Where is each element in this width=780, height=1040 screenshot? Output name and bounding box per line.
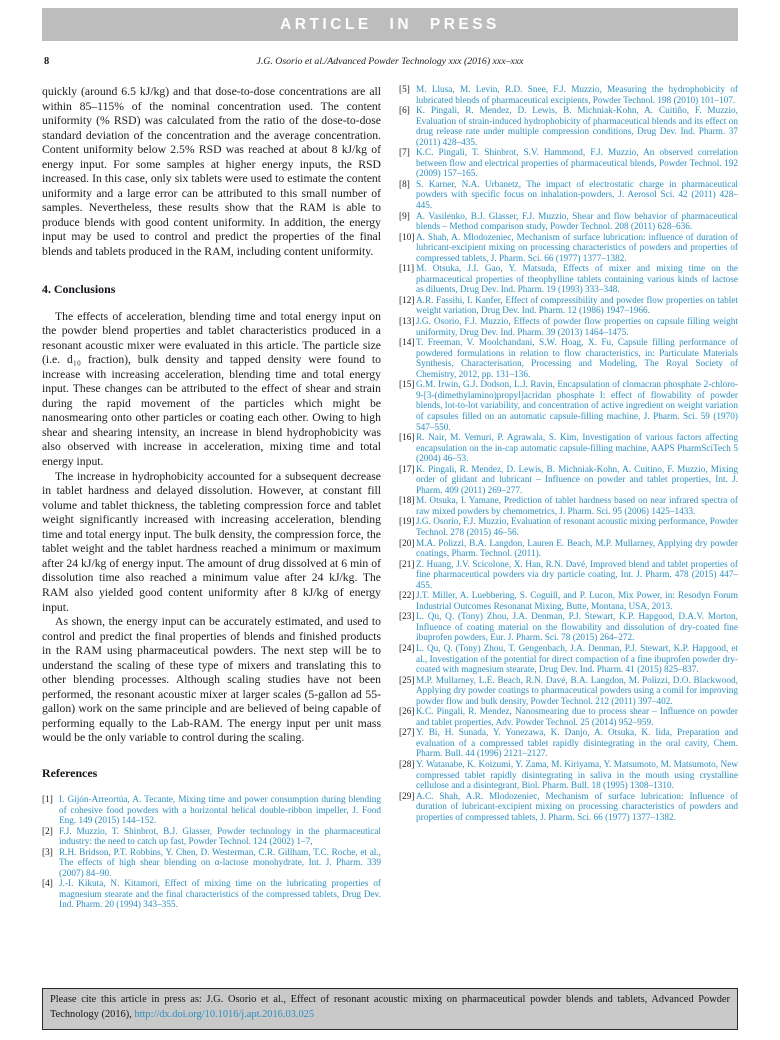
reference-number: [13] (399, 317, 415, 328)
reference-item (399, 539, 738, 560)
reference-text[interactable]: A.C. Shah, A.R. Mlodozeniec, Mechanism of surface lubrication: Influence of duration of lubricant-excipient mixing on processing characteristics of powders and properties of compressed tablets, J. Pharm. Sci. 66 (1977) 1377–1382. (416, 791, 738, 823)
reference-item (399, 180, 738, 212)
reference-text[interactable]: J.G. Osorio, F.J. Muzzio, Evaluation of resonant acoustic mixing performance, Powder Technol. 278 (2015) 46–56. (416, 517, 738, 538)
reference-item (399, 517, 738, 538)
reference-number: [22] (399, 591, 415, 602)
conclusions-paragraph: As shown, the energy input can be accurately estimated, and used to control and predict the final properties of blends and finished products in the RAM using pharmaceutical powders. The next step will be to understand the scaling of these type of mixers and translating this to other blending processes. Although scaling studies have not been performed, the resonant acoustic mixer at larger scales (5-gallon ad 55-gallon) work on the same principle and are believed of being capable of performing equally to the Lab-RAM. The energy input per unit mass would be the only variable to control during the scaling. (42, 615, 381, 745)
reference-text[interactable]: Y. Bi, H. Sunada, Y. Yonezawa, K. Danjo, A. Otsuka, K. Iida, Preparation and evaluation of a compressed tablet rapidly disintegrating in the oral cavity, Chem. Pharm. Bull. 44 (1996) 2121–2127. (416, 728, 738, 760)
reference-text[interactable]: J.-I. Kikuta, N. Kitamori, Effect of mixing time on the lubricating properties of magnesium stearate and the final characteristics of the compressed tablets, Drug Dev. Ind. Pharm. 20 (1994) 343–355. (59, 879, 381, 911)
reference-item (42, 848, 381, 880)
reference-number: [10] (399, 232, 415, 243)
reference-number: [25] (399, 675, 415, 686)
reference-item (399, 212, 738, 233)
reference-number: [17] (399, 464, 415, 475)
reference-text[interactable]: J.G. Osorio, F.J. Muzzio, Effects of powder flow properties on capsule filling weight uniformity, Drug Dev. Ind. Pharm. 39 (2013) 1464–1475. (416, 317, 738, 338)
reference-number: [20] (399, 538, 415, 549)
reference-number: [15] (399, 380, 415, 391)
reference-number: [6] (399, 106, 410, 117)
citation-text: Please cite this article in press as: J.G. Osorio et al., Effect of resonant acoustic mixing on pharmaceutical powder blends and tablets, Advanced Powder Technology (2016), (50, 994, 730, 1020)
reference-item (42, 879, 381, 911)
reference-item (399, 792, 738, 824)
conclusions-paragraph: The effects of acceleration, blending time and total energy input on the powder blend properties and tablet characteristics produced in a resonant acoustic mixer were evaluated in this article. The particle size (i.e. d₁₀ fraction), bulk density and tapped density were found to increase with increasing acceleration, blending time and total energy input. These changes can be attributed to the effect of shear and strain during the rapid movement of the particles which might be nanosmearing onto other particles or coating each other. Owing to high shear and shearing intensity, an increase in blend hydrophobicity was also observed with increase in acceleration, mixing time and total energy input. (42, 309, 381, 469)
reference-text[interactable]: L. Qu, Q. (Tony) Zhou, J.A. Denman, P.J. Stewart, K.P. Hapgood, D.A.V. Morton, Influence of coating material on the flowability and dissolution of dry-coated fine ibuprofen powders, Eur. J. Pharm. Sci. 78 (2015) 264–272. (416, 612, 738, 644)
reference-number: [8] (399, 179, 410, 190)
reference-number: [26] (399, 707, 415, 718)
reference-number: [9] (399, 211, 410, 222)
reference-item (399, 264, 738, 296)
references-heading: References (42, 765, 98, 780)
reference-item (399, 317, 738, 338)
reference-text[interactable]: K.C. Pingali, R. Mendez, Nanosmearing due to process shear – Influence on powder and tablet properties, Adv. Powder Technol. 25 (2014) 952–959. (416, 707, 738, 728)
reference-item (399, 296, 738, 317)
reference-item (399, 591, 738, 612)
running-head: J.G. Osorio et al./Advanced Powder Technology xxx (2016) xxx–xxx (256, 56, 524, 67)
reference-item (399, 644, 738, 676)
reference-number: [11] (399, 264, 415, 275)
reference-number: [19] (399, 517, 415, 528)
reference-text[interactable]: K.C. Pingali, T. Shinbrot, S.V. Hammond, F.J. Muzzio, An observed correlation between flow and electrical properties of pharmaceutical blends, Powder Technol. 192 (2009) 157–165. (416, 148, 738, 180)
reference-item (399, 760, 738, 792)
reference-text[interactable]: G.M. Irwin, G.J. Dodson, L.J. Ravin, Encapsulation of clomacran phosphate 2-chloro-9-[3-(dimethylamino)propyl]acridan phosphate I: effect of flowability of powder blends, lot-to-lot variability, and concentration of active ingredient on weight variation of capsules filled on an automatic capsule-filling machine, J. Pharm. Sci. 59 (1970) 547–550. (416, 380, 738, 433)
reference-number: [7] (399, 148, 410, 159)
reference-item (399, 106, 738, 148)
reference-number: [27] (399, 728, 415, 739)
article-in-press-banner: ARTICLE IN PRESS (42, 8, 738, 41)
reference-text[interactable]: A. Shah, A. Mlodozeniec, Mechanism of surface lubrication: influence of duration of lubricant-excipient mixing on processing characteristics of powders and properties of compressed tablets, J. Pharm. Sci. 66 (1977) 1377–1382. (416, 232, 738, 264)
reference-text[interactable]: I. Gijón-Arreortúa, A. Tecante, Mixing time and power consumption during blending of cohesive food powders with a horizontal helical double-ribbon impeller, J. Food Eng. 149 (2015) 144–152. (59, 794, 381, 827)
reference-text[interactable]: F.J. Muzzio, T. Shinbrot, B.J. Glasser, Powder technology in the pharmaceutical industry: the need to catch up fast, Powder Technol. 124 (2002) 1–7, (59, 826, 381, 848)
reference-text[interactable]: R.H. Bridson, P.T. Robbins, Y. Chen, D. Westerman, C.R. Gillham, T.C. Roche, et al., The effects of high shear blending on α-lactose monohydrate, Int. J. Pharm. 339 (2007) 84–90. (59, 847, 381, 879)
conclusions-paragraph: The increase in hydrophobicity accounted for a subsequent decrease in tablet hardness and delayed dissolution. However, at constant fill volume and tablet thickness, the tableting compression force and tablet weight significantly increased with increasing acceleration, blending time and total energy input. The bulk density, the compression force, the tablet weight and the tablet hardness reached a minimum or maximum after 24 kJ/kg of energy input. The amount of drug dissolved at 6 min of dissolution time also reached a minimum value after 24 kJ/kg. The RAM also yielded good content uniformity after 8 kJ/kg of energy input. (42, 469, 381, 614)
reference-number: [21] (399, 559, 415, 570)
reference-text[interactable]: K. Pingali, R. Mendez, D. Lewis, B. Michniak-Kohn, A. Cuitino, F. Muzzio, Mixing order of glidant and lubricant – Influence on powder and tablet properties, Int. J. Pharm. 409 (2011) 269–277. (416, 464, 738, 496)
reference-item (399, 85, 738, 106)
reference-number: [14] (399, 338, 415, 349)
reference-item (399, 433, 738, 465)
reference-text[interactable]: L. Qu, Q. (Tony) Zhou, T. Gengenbach, J.A. Denman, P.J. Stewart, K.P. Hapgood, et al., Investigation of the potential for direct compaction of a fine ibuprofen powder dry-coated with magnesium stearate, Drug Dev. Ind. Pharm. 41 (2015) 825–837. (416, 643, 738, 676)
reference-number: [12] (399, 295, 415, 306)
citation-box (42, 988, 738, 1030)
reference-text[interactable]: M. Otsuka, J.I. Gao, Y. Matsuda, Effects of mixer and mixing time on the pharmaceutical properties of theophylline tablets containing various kinds of lactose as diluents, Drug Dev. Ind. Pharm. 19 (1993) 333–348. (416, 264, 738, 296)
reference-item (399, 380, 738, 433)
reference-item (399, 496, 738, 517)
reference-number: [3] (42, 847, 53, 858)
reference-text[interactable]: Y. Watanabe, K. Koizumi, Y. Zama, M. Kiriyama, Y. Matsumoto, M. Matsumoto, New compressed tablet rapidly disintegrating in saliva in the mouth using crystalline cellulose and a disintegrant, Biol. Pharm. Bull. 18 (1995) 1308–1310. (416, 760, 738, 792)
section-heading-conclusions: 4. Conclusions (42, 281, 116, 296)
reference-text[interactable]: A. Vasilenko, B.J. Glasser, F.J. Muzzio, Shear and flow behavior of pharmaceutical blends – Method comparison study, Powder Technol. 208 (2011) 628–636. (416, 211, 738, 233)
reference-number: [1] (42, 794, 53, 805)
reference-item (399, 612, 738, 644)
reference-item (399, 148, 738, 180)
reference-item (399, 560, 738, 592)
reference-number: [29] (399, 791, 415, 802)
reference-text[interactable]: Z. Huang, J.V. Scicolone, X. Han, R.N. Davé, Improved blend and tablet properties of fine pharmaceutical powders via dry particle coating, Int. J. Pharm. 478 (2015) 447–455. (416, 559, 738, 591)
reference-number: [28] (399, 760, 415, 770)
reference-text[interactable]: M. Llusa, M. Levin, R.D. Snee, F.J. Muzzio, Measuring the hydrophobicity of lubricated blends of pharmaceutical excipients, Powder Technol. 198 (2010) 101–107. (416, 85, 738, 106)
reference-item (399, 676, 738, 708)
reference-number: [5] (399, 85, 410, 95)
reference-text[interactable]: A.R. Fassihi, I. Kanfer, Effect of compressibility and powder flow properties on tablet weight variation, Drug Dev. Ind. Pharm. 12 (1986) 1947–1966. (416, 295, 738, 317)
reference-text[interactable]: S. Karner, N.A. Urbanetz, The impact of electrostatic charge in pharmaceutical powders with specific focus on inhalation-powders, J. Aerosol Sci. 42 (2011) 428–445. (416, 179, 738, 212)
reference-number: [2] (42, 826, 53, 837)
reference-item (42, 827, 381, 848)
reference-list-left (42, 795, 381, 911)
reference-number: [24] (399, 643, 415, 654)
page-number: 8 (44, 56, 50, 67)
reference-text[interactable]: T. Freeman, V. Moolchandani, S.W. Hoag, X. Fu, Capsule filling performance of powdered formulations in relation to flow characteristics, in: Particulate Materials Synthesis, Characterisation, Processing and Modeling, The Royal Society of Chemistry, 2012, pp. 131–136. (416, 338, 738, 380)
left-column (42, 85, 381, 911)
reference-number: [18] (399, 496, 415, 507)
reference-number: [23] (399, 612, 415, 623)
right-column (399, 85, 738, 911)
reference-item (42, 795, 381, 827)
reference-text[interactable]: R. Nair, M. Vemuri, P. Agrawala, S. Kim, Investigation of various factors affecting encapsulation on the in-cap automatic capsule-filling machine, AAPS PharmSciTech 5 (2004) 46–53. (416, 433, 738, 465)
reference-text[interactable]: M. Otsuka, I. Yamane, Prediction of tablet hardness based on near infrared spectra of raw mixed powders by chemometrics, J. Pharm. Sci. 95 (2006) 1425–1433. (416, 496, 738, 517)
reference-number: [16] (399, 433, 415, 444)
reference-text[interactable]: K. Pingali, R. Mendez, D. Lewis, B. Michniak-Kohn, A. Cuitiño, F. Muzzio, Evaluation of strain-induced hydrophobicity of pharmaceutical blends and its effect on drug release rate under multiple compression conditions, Drug Dev. Ind. Pharm. 37 (2011) 428–435. (416, 106, 738, 148)
reference-text[interactable]: J.T. Miller, A. Luebbering, S. Coguill, and P. Lucon, Mix Power, in: Resodyn Forum Industrial Outcomes Resonanat Mixing, Butte, Montana, USA, 2013. (416, 591, 738, 612)
reference-number: [4] (42, 879, 53, 890)
two-column-body (42, 85, 738, 911)
masthead (42, 56, 738, 70)
reference-item (399, 338, 738, 380)
reference-text[interactable]: M.A. Polizzi, B.A. Langdon, Lauren E. Beach, M.P. Mullarney, Applying dry powder coatings, Pharm. Technol. (2011). (416, 538, 738, 560)
doi-link[interactable]: http://dx.doi.org/10.1016/j.apt.2016.03.025 (134, 1008, 315, 1020)
reference-item (399, 465, 738, 497)
reference-item (399, 728, 738, 760)
body-paragraph: quickly (around 6.5 kJ/kg) and that dose-to-dose concentrations are all within 85–115% of the nominal concentration used. The content uniformity (% RSD) was calculated from the ratio of the dose-to-dose standard deviation of the concentration and the average concentration. Content uniformity below 2.5% RSD was reached at about 8 kJ/kg of energy input. For some samples at higher energy inputs, the RSD increased. In this case, only six tablets were used to estimate the content uniformity and a large error can be attributed to this small number of samples. Nevertheless, these results show that the RAM is able to produce blends with good content uniformity. In addition, the energy input may be used to control and predict the properties of the final blends and tablets produced in the RAM, including content uniformity. (42, 85, 381, 259)
reference-item (399, 707, 738, 728)
reference-text[interactable]: M.P. Mullarney, L.E. Beach, R.N. Davé, B.A. Langdon, M. Polizzi, D.O. Blackwood, Applying dry powder coatings to pharmaceutical powders using a comil for improving powder flow and bulk density, Powder Technol. 212 (2011) 397–402. (416, 675, 738, 707)
reference-list-right (399, 85, 738, 823)
reference-item (399, 233, 738, 265)
